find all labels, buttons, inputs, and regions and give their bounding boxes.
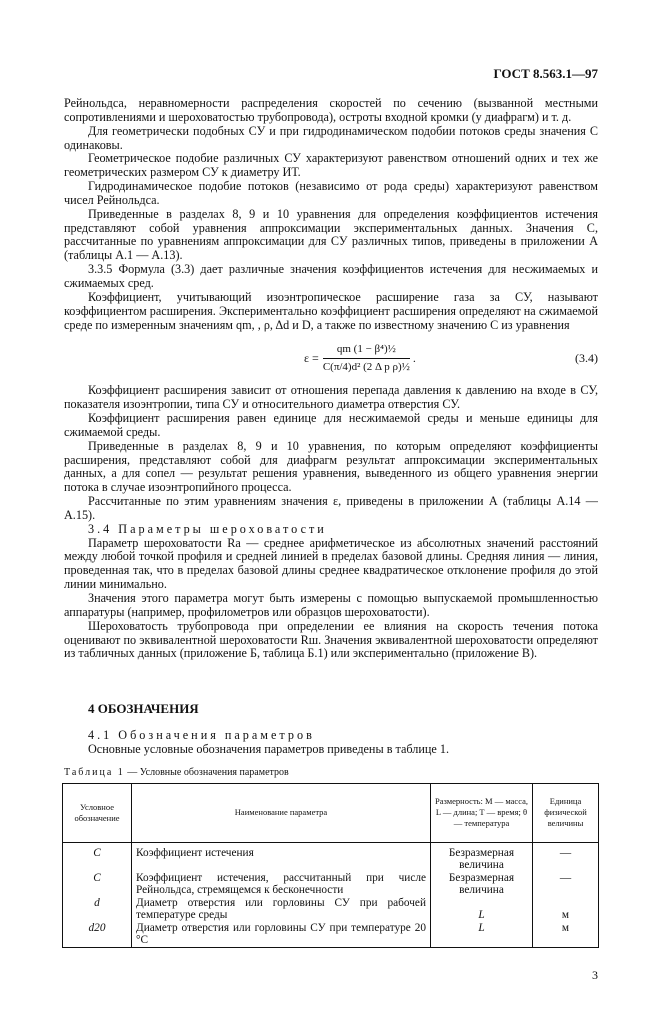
cell-symbol: C: [63, 842, 132, 872]
column-header: Единица физической величины: [533, 783, 599, 842]
subsection-heading: 4.1 Обозначения параметров: [88, 728, 315, 743]
paragraph: Коэффициент, учитывающий изоэнтропическое расширение газа за СУ, называют коэффициентом расширения. Экспериментально коэффициент расширения определяют на сжимаемой среде по измеренным значениям qm, , ρ, Δd и D, а также по известному значению C из уравнения: [64, 289, 598, 332]
paragraph: 3.3.5 Формула (3.3) дает различные значения коэффициентов истечения для несжимаемых и сжимаемых сред.: [64, 262, 598, 290]
cell-symbol: C: [63, 872, 132, 897]
formula-numerator: qm (1 − β⁴)½: [323, 343, 410, 359]
cell-name: Коэффициент истечения: [132, 842, 431, 872]
paragraph: Значения этого параметра могут быть измерены с помощью выпускаемой промышленностью аппаратуры (например, профилометров или образцов шероховатости).: [64, 591, 598, 619]
paragraph: Геометрическое подобие различных СУ характеризуют равенством отношений одних и тех же геометрических размером СУ к диаметру ИТ.: [64, 151, 598, 180]
paragraph: Рассчитанные по этим уравнениям значения ε, приведены в приложении А (таблицы А.14 — А.15).: [64, 494, 598, 522]
table-header-row: [63, 783, 599, 842]
formula-denominator: C(π/4)d² (2 Δ p ρ)½: [322, 360, 410, 373]
column-header: Наименование параметра: [132, 783, 431, 842]
cell-unit: м: [533, 897, 599, 922]
paragraph: Коэффициент расширения равен единице для несжимаемой среды и меньше единицы для сжимаемой среды.: [64, 411, 598, 439]
subsection-heading: 3.4 Параметры шероховатости: [88, 521, 327, 536]
table-row: [63, 922, 599, 948]
paragraph: Приведенные в разделах 8, 9 и 10 уравнения для определения коэффициентов истечения представляют собой уравнения аппроксимации экспериментальных данных. Значения C, рассчитанные по уравнениям аппроксимации для СУ различных типов, приведены в приложении А (таблицы А.1 — А.13).: [64, 206, 598, 263]
table-row: [63, 872, 599, 897]
formula-lhs: ε =: [304, 350, 319, 365]
table-row: [63, 842, 599, 872]
cell-unit: —: [533, 842, 599, 872]
cell-symbol: d20: [63, 922, 132, 948]
table-caption-label: Таблица 1: [64, 766, 125, 778]
body-text-b: [64, 384, 598, 661]
paragraph: Коэффициент расширения зависит от отношения перепада давления к давлению на входе в СУ, показателя изоэнтропии, типа СУ и относительного диаметра отверстия СУ.: [64, 383, 598, 412]
formula-3-4: ε = $\frac{\text{qm (1 − β⁴)½}}{\text{C(π/4)d² (2 Δ p ρ)½}}$ . (3.4): [304, 342, 598, 373]
paragraph: Гидродинамическое подобие потоков (независимо от рода среды) характеризуют равенством чисел Рейнольдса.: [64, 179, 598, 207]
paragraph: Рейнольдса, неравномерности распределения скоростей по сечению (вызванной местными сопротивлениями и шероховатостью трубопровода), остроты входной кромки (у диафрагм) и т. д.: [64, 96, 598, 124]
cell-name: Коэффициент истечения, рассчитанный при числе Рейнольдса, стремящемся к бесконечности: [132, 872, 431, 897]
parameters-table: [62, 783, 599, 948]
document-header: ГОСТ 8.563.1—97: [493, 66, 598, 81]
cell-symbol: d: [63, 897, 132, 922]
body-text-a: [64, 97, 598, 332]
paragraph: Шероховатость трубопровода при определении ее влияния на скорость течения потока оценивают по эквивалентной шероховатости Rш. Значения эквивалентной шероховатости определяют из табличных данных (приложение Б, таблица Б.1) или экспериментально (приложение В).: [64, 618, 598, 661]
column-header: Размерность: M — масса, L — длина; T — время; θ — температура: [431, 783, 533, 842]
cell-unit: —: [533, 872, 599, 897]
section-heading: 4 ОБОЗНАЧЕНИЯ: [88, 701, 199, 717]
table-row: [63, 897, 599, 922]
table-caption: [64, 767, 598, 779]
equation-number: (3.4): [575, 350, 598, 365]
section-4-1: [64, 729, 598, 757]
table-caption-text: — Условные обозначения параметров: [124, 766, 289, 778]
paragraph: Приведенные в разделах 8, 9 и 10 уравнения, по которым определяют коэффициенты расширения, представляют собой для диафрагм результат аппроксимации экспериментальных данных, а для сопел — результат решения уравнения, выведенного из общего уравнения энергии потока в случае изоэнтропийного процесса.: [64, 438, 598, 495]
column-header: Условное обозначение: [63, 783, 132, 842]
paragraph: Основные условные обозначения параметров приведены в таблице 1.: [88, 742, 449, 757]
cell-dimension: Безразмерная величина: [431, 872, 533, 897]
cell-dimension: L: [431, 922, 533, 948]
cell-name: Диаметр отверстия или горловины СУ при температуре 20 °С: [132, 922, 431, 948]
cell-name: Диаметр отверстия или горловины СУ при рабочей температуре среды: [132, 897, 431, 922]
paragraph: Параметр шероховатости Ra — среднее арифметическое из абсолютных значений расстояний между любой точкой профиля и средней линией в пределах базовой длины. Средняя линия — линия, проведенная так, что в пределах базовой длины среднее квадратическое отклонение профиля до этой линии минимально.: [64, 535, 598, 592]
paragraph: Для геометрически подобных СУ и при гидродинамическом подобии потоков среды значения C одинаковы.: [64, 123, 598, 152]
page-number: 3: [592, 967, 598, 982]
cell-unit: м: [533, 922, 599, 948]
cell-dimension: L: [431, 897, 533, 922]
cell-dimension: Безразмерная величина: [431, 842, 533, 872]
